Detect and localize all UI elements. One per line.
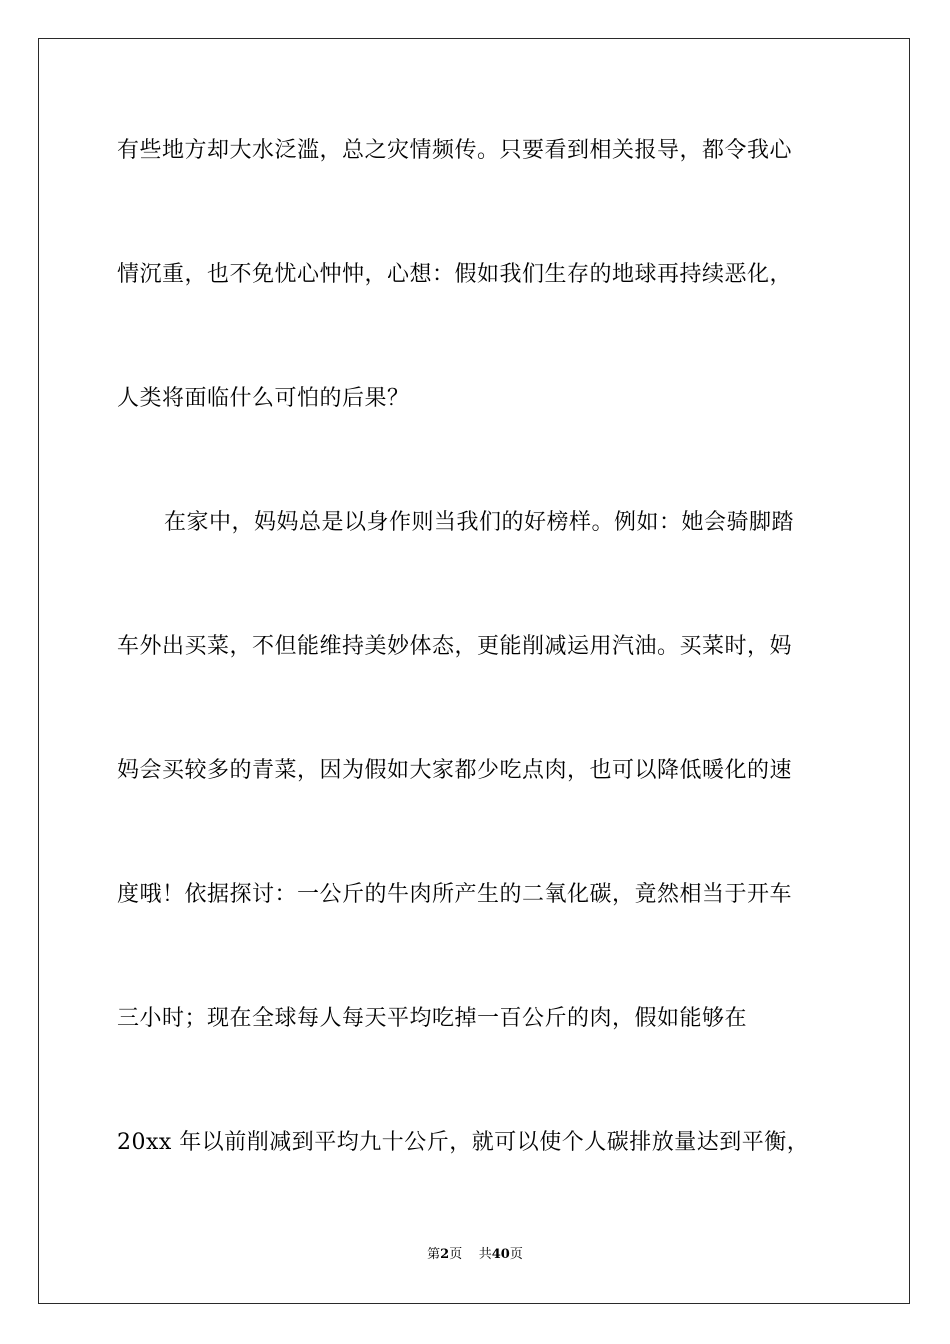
footer-total-suffix: 页 (509, 1247, 523, 1262)
text-line: 车外出买菜，不但能维持美妙体态，更能削减运用汽油。买菜时，妈 (117, 634, 793, 659)
text-line: 度哦！依据探讨：一公斤的牛肉所产生的二氧化碳，竟然相当于开车 (117, 882, 793, 907)
footer-page-number: 2 (440, 1247, 450, 1262)
paragraph-first-line: 在家中，妈妈总是以身作则当我们的好榜样。例如：她会骑脚踏 (164, 510, 795, 535)
text-line: 人类将面临什么可怕的后果？ (117, 386, 410, 411)
text-line: 情沉重，也不免忧心忡忡，心想：假如我们生存的地球再持续恶化， (117, 262, 793, 287)
text-line: 有些地方却大水泛滥，总之灾情频传。只要看到相关报导，都令我心 (117, 138, 793, 163)
page-footer (0, 1246, 950, 1264)
page-border (38, 38, 910, 1304)
footer-total-prefix: 共 (478, 1247, 492, 1262)
text-line: 妈会买较多的青菜，因为假如大家都少吃点肉，也可以降低暖化的速 (117, 758, 793, 783)
text-line: 20xx 年以前削减到平均九十公斤，就可以使个人碳排放量达到平衡， (117, 1130, 810, 1155)
text-line: 三小时；现在全球每人每天平均吃掉一百公斤的肉，假如能够在 (117, 1006, 748, 1031)
footer-total-number: 40 (491, 1247, 510, 1262)
footer-page-prefix: 第 (427, 1247, 441, 1262)
footer-page-suffix: 页 (449, 1247, 463, 1262)
